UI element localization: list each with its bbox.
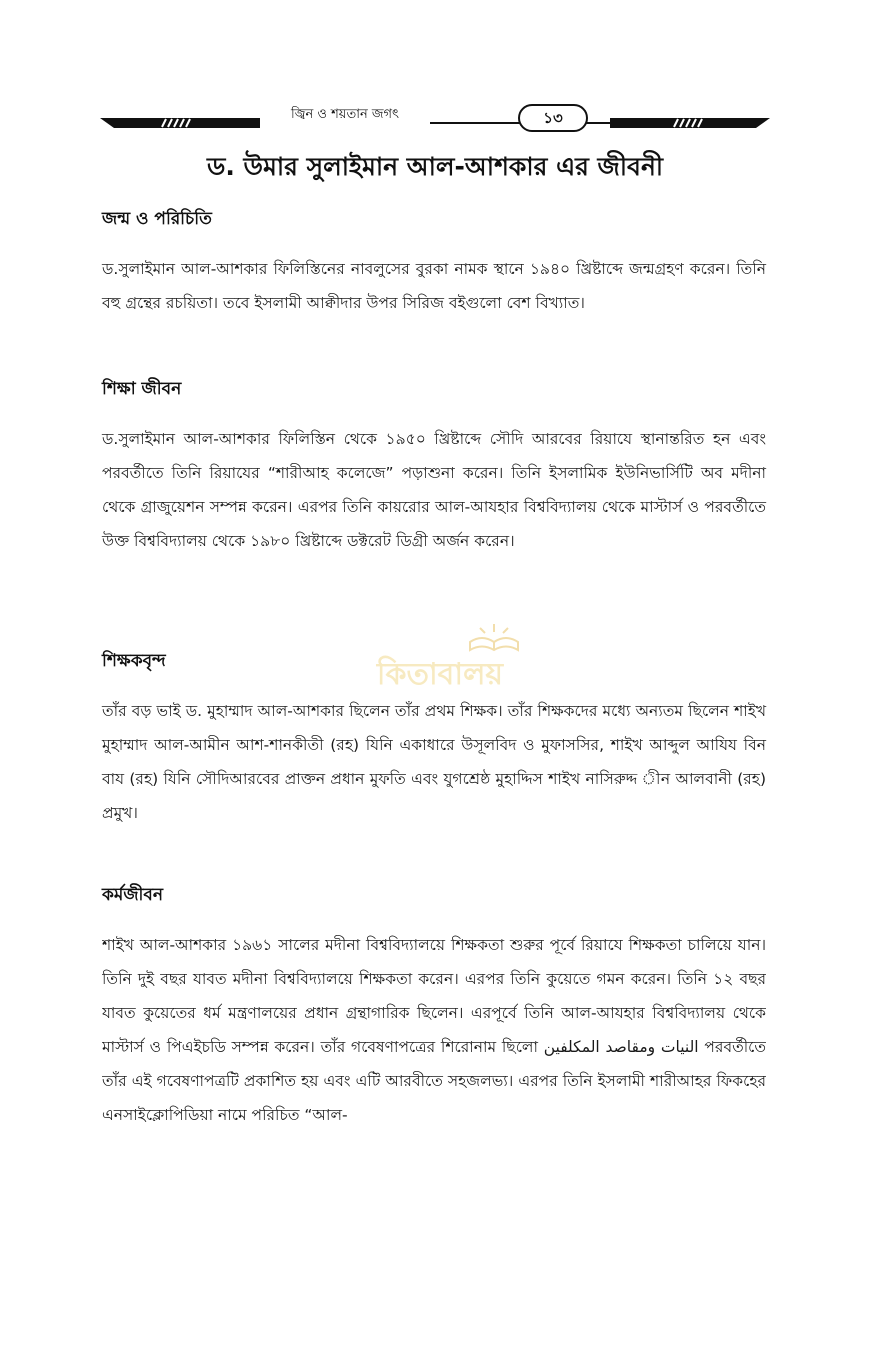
section-heading: কর্মজীবন	[102, 885, 164, 905]
running-header-book-title: জ্বিন ও শয়তান জগৎ	[260, 102, 430, 128]
section-paragraph: ড.সুলাইমান আল-আশকার ফিলিস্তিন থেকে ১৯৫০ খ্রিষ্টাব্দে সৌদি আরবের রিয়াযে স্থানান্তরিত হন এবং পরবর্তীতে তিনি রিয়াযের “শারীআহ কলেজে” পড়াশুনা করেন। তিনি ইসলামিক ইউনিভার্সিটি অব মদীনা থেকে গ্রাজুয়েশন সম্পন্ন করেন। এরপর তিনি কায়রোর আল-আযহার বিশ্ববিদ্যালয় থেকে মাস্টার্স ও পরবর্তীতে উক্ত বিশ্ববিদ্যালয় থেকে ১৯৮০ খ্রিষ্টাব্দে ডক্টরেট ডিগ্রী অর্জন করেন।	[102, 430, 766, 550]
section-career	[102, 880, 766, 1132]
section-heading: জন্ম ও পরিচিতি	[102, 209, 212, 229]
section-paragraph: ড.সুলাইমান আল-আশকার ফিলিস্তিনের নাবলুসের বুরকা নামক স্থানে ১৯৪০ খ্রিষ্টাব্দে জন্মগ্রহণ করেন। তিনি বহু গ্রন্থের রচয়িতা। তবে ইসলামী আক্বীদার উপর সিরিজ বইগুলো বেশ বিখ্যাত।	[102, 260, 766, 312]
section-paragraph: শাইখ আল-আশকার ১৯৬১ সালের মদীনা বিশ্ববিদ্যালয়ে শিক্ষকতা শুরুর পূর্বে রিয়াযে শিক্ষকতা চালিয়ে যান। তিনি দুই বছর যাবত মদীনা বিশ্ববিদ্যালয়ে শিক্ষকতা করেন। এরপর তিনি কুয়েতে গমন করেন। তিনি ১২ বছর যাবত কুয়েতের ধর্ম মন্ত্রণালয়ের প্রধান গ্রন্থাগারিক ছিলেন। এরপূর্বে তিনি আল-আযহার বিশ্ববিদ্যালয় থেকে মাস্টার্স ও পিএইচডি সম্পন্ন করেন। তাঁর গবেষণাপত্রের শিরোনাম ছিলো النيات ومقاصد المكلفين পরবর্তীতে তাঁর এই গবেষণাপত্রটি প্রকাশিত হয় এবং এটি আরবীতে সহজলভ্য। এরপর তিনি ইসলামী শারীআহর ফিকহের এনসাইক্লোপিডিয়া নামে পরিচিত “আল-	[102, 936, 766, 1124]
watermark-text: কিতাবালয়	[376, 657, 504, 692]
running-header	[100, 98, 770, 138]
section-heading: শিক্ষকবৃন্দ	[102, 651, 166, 671]
header-rule-decoration	[100, 116, 770, 130]
section-teachers	[102, 646, 766, 830]
section-education	[102, 374, 766, 558]
section-birth-introduction	[102, 204, 766, 320]
page-number: ১৩	[518, 104, 588, 132]
section-heading: শিক্ষা জীবন	[102, 379, 182, 399]
section-paragraph: তাঁর বড় ভাই ড. মুহাম্মাদ আল-আশকার ছিলেন তাঁর প্রথম শিক্ষক। তাঁর শিক্ষকদের মধ্যে অন্যতম ছিলেন শাইখ মুহাম্মাদ আল-আমীন আশ-শানকীতী (রহ) যিনি একাধারে উসূলবিদ ও মুফাসসির, শাইখ আব্দুল আযিয বিন বায (রহ) যিনি সৌদিআরবের প্রাক্তন প্রধান মুফতি এবং যুগশ্রেষ্ঠ মুহাদ্দিস শাইখ নাসিরুদ্দ ীন আলবানী (রহ) প্রমুখ।	[102, 702, 766, 822]
chapter-title: ড. উমার সুলাইমান আল-আশকার এর জীবনী	[206, 152, 664, 181]
